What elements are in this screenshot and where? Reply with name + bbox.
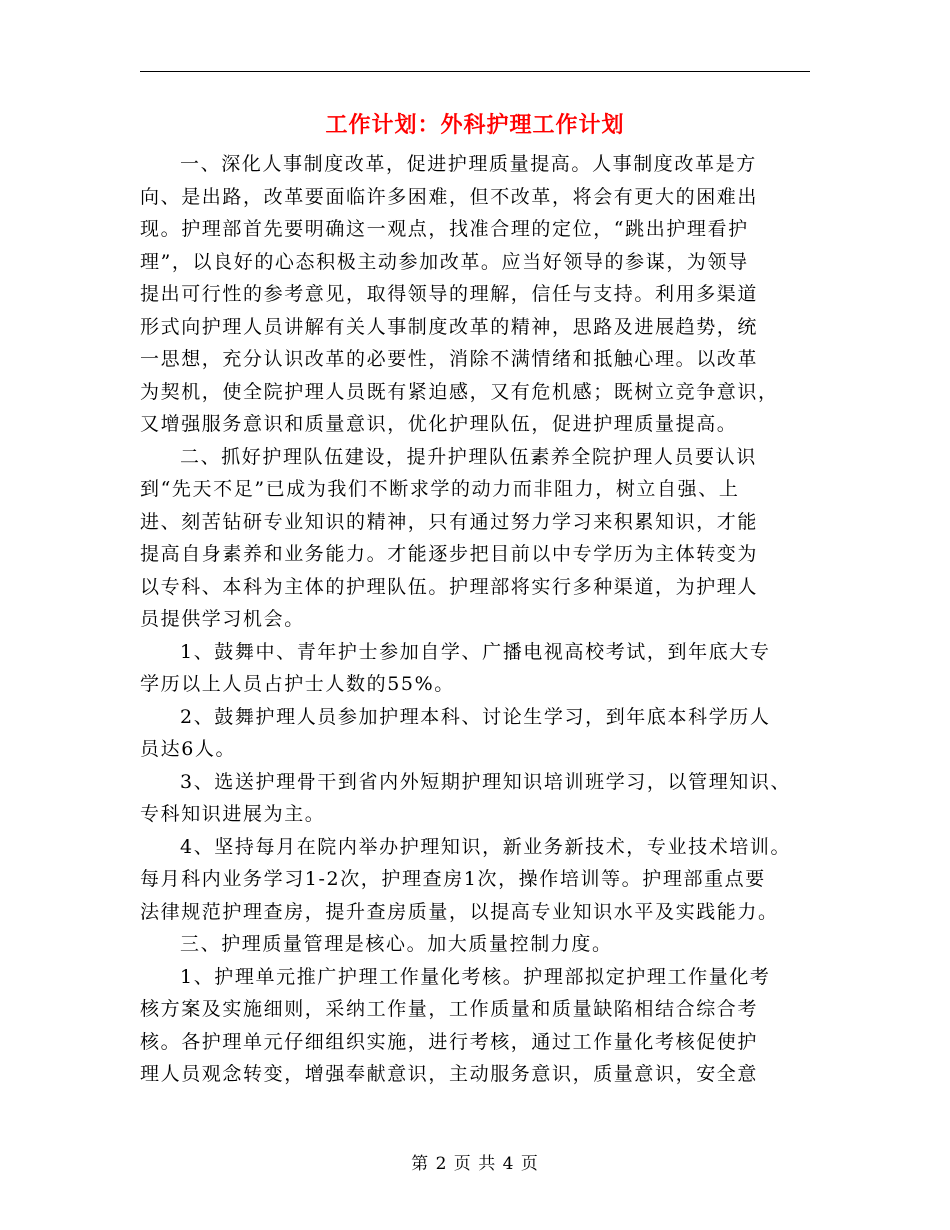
text-line: 理人员观念转变，增强奉献意识，主动服务意识，质量意识，安全意 [140,1063,759,1085]
text-line: 核。各护理单元仔细组织实施，进行考核，通过工作量化考核促使护 [140,1030,759,1053]
page-number-label: 第 2 页 共 4 页 [411,1154,539,1174]
text-line: 一思想，充分认识改革的必要性，消除不满情绪和抵触心理。以改革 [140,348,759,370]
page-footer [0,1152,950,1176]
text-line: 员提供学习机会。 [140,608,305,630]
text-line: 以专科、本科为主体的护理队伍。护理部将实行多种渠道，为护理人 [140,575,759,598]
text-line: 专科知识进展为主。 [140,803,326,825]
text-line: 员达6人。 [140,738,237,760]
text-line: 进、刻苦钻研专业知识的精神，只有通过努力学习来积累知识，才能 [140,510,759,533]
text-line: 向、是出路，改革要面临许多困难，但不改革，将会有更大的困难出 [140,185,759,208]
text-line: 理”，以良好的心态积极主动参加改革。应当好领导的参谋，为领导 [140,250,749,273]
text-line: 一、深化人事制度改革，促进护理质量提高。人事制度改革是方 [180,153,757,175]
header-rule [140,71,810,72]
text-line: 二、抓好护理队伍建设，提升护理队伍素养全院护理人员要认识 [180,445,757,468]
text-line: 3、选送护理骨干到省内外短期护理知识培训班学习，以管理知识、 [180,770,792,793]
text-line: 形式向护理人员讲解有关人事制度改革的精神，思路及进展趋势，统 [140,315,759,338]
text-line: 到“先天不足”已成为我们不断求学的动力而非阻力，树立自强、上 [140,478,740,500]
text-line: 2、鼓舞护理人员参加护理本科、讨论生学习，到年底本科学历人 [180,705,771,728]
document-body [140,148,830,1091]
text-line: 学历以上人员占护士人数的55%。 [140,673,455,695]
text-line: 提出可行性的参考意见，取得领导的理解，信任与支持。利用多渠道 [140,283,759,305]
text-line: 法律规范护理查房，提升查房质量，以提高专业知识水平及实践能力。 [140,900,779,923]
text-line: 三、护理质量管理是核心。加大质量控制力度。 [180,933,613,955]
text-line: 1、鼓舞中、青年护士参加自学、广播电视高校考试，到年底大专 [180,640,771,663]
text-line: 为契机，使全院护理人员既有紧迫感，又有危机感；既树立竞争意识， [140,380,779,403]
text-line: 4、坚持每月在院内举办护理知识，新业务新技术，专业技术培训。 [180,835,792,858]
text-line: 又增强服务意识和质量意识，优化护理队伍，促进护理质量提高。 [140,413,738,435]
text-line: 核方案及实施细则，采纳工作量，工作质量和质量缺陷相结合综合考 [140,998,759,1020]
document-title: 工作计划：外科护理工作计划 [325,112,625,138]
text-line: 每月科内业务学习1-2次，护理查房1次，操作培训等。护理部重点要 [140,868,766,890]
text-line: 提高自身素养和业务能力。才能逐步把目前以中专学历为主体转变为 [140,543,759,565]
text-line: 1、护理单元推广护理工作量化考核。护理部拟定护理工作量化考 [180,965,771,988]
text-line: 现。护理部首先要明确这一观点，找准合理的定位，“跳出护理看护 [140,218,749,240]
